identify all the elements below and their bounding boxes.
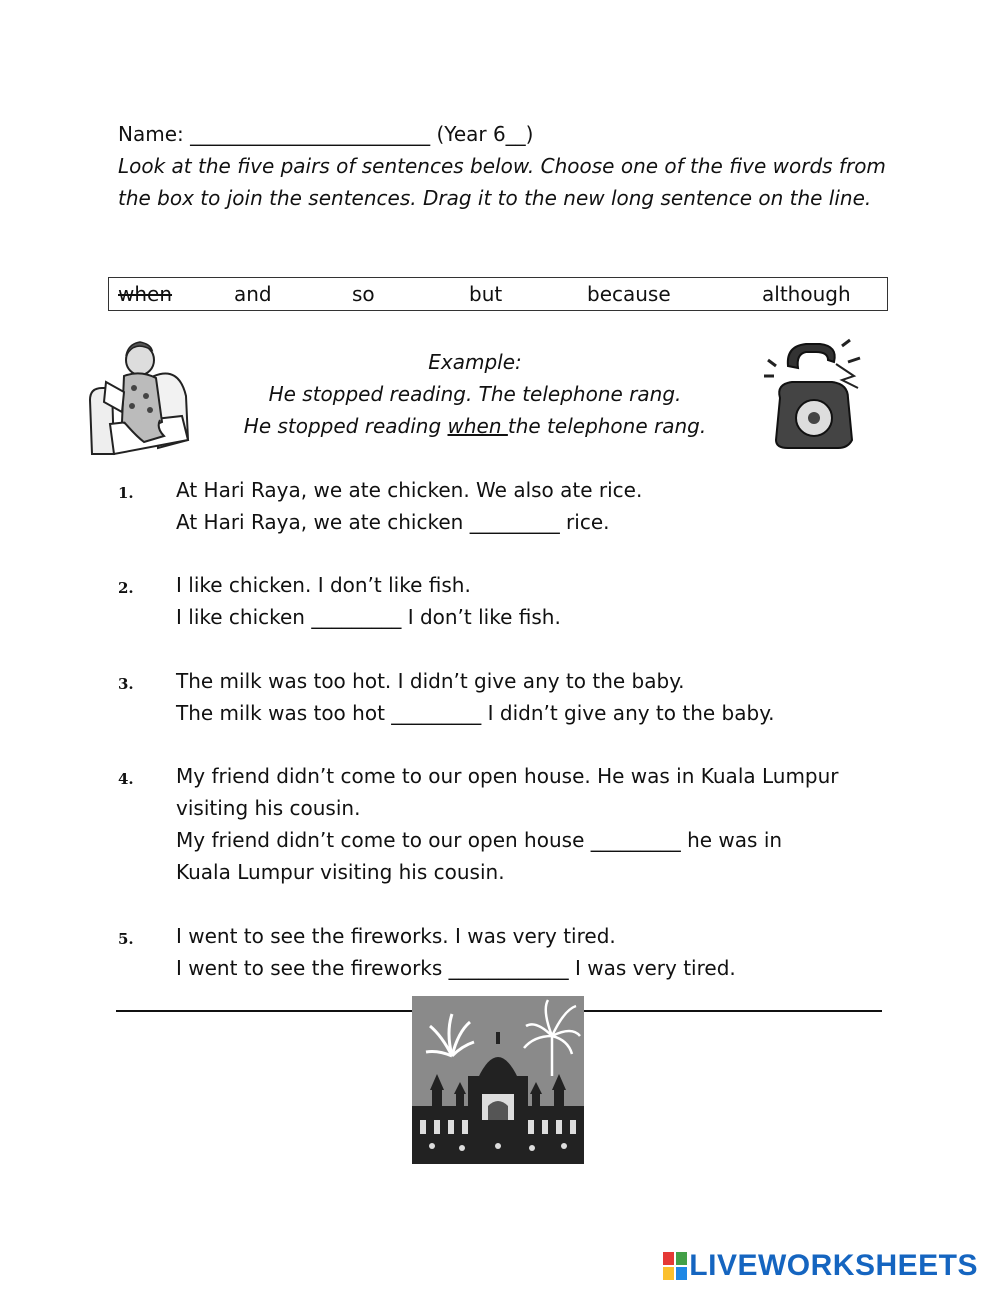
word-so[interactable]: so <box>352 282 375 306</box>
logo-text: LIVEWORKSHEETS <box>689 1249 978 1282</box>
question-2-sentence: I like chicken. I don’t like fish. <box>176 573 471 597</box>
question-3-sentence: The milk was too hot. I didn’t give any to the baby. <box>176 669 685 693</box>
word-because[interactable]: because <box>587 282 671 306</box>
question-4-sentence-line-2: visiting his cousin. <box>176 796 361 820</box>
liveworksheets-logo <box>663 1250 978 1282</box>
question-1-number: 1. <box>118 484 134 502</box>
example-line-2 <box>200 410 750 442</box>
question-4-number: 4. <box>118 770 134 788</box>
question-4-sentence-line-1: My friend didn’t come to our open house. He was in Kuala Lumpur <box>176 764 839 788</box>
question-2-answer-line[interactable]: I like chicken _________ I don’t like fish. <box>176 605 561 629</box>
example-line-2-start: He stopped reading <box>243 414 448 438</box>
example-line-2-end: the telephone rang. <box>507 414 707 438</box>
name-line: Name: ________________________ (Year 6__) <box>118 122 534 146</box>
word-box <box>108 277 888 311</box>
fireworks-palace-illustration <box>412 996 584 1164</box>
question-1-sentence: At Hari Raya, we ate chicken. We also ate rice. <box>176 478 643 502</box>
question-2-number: 2. <box>118 579 134 597</box>
divider-right <box>582 1010 882 1012</box>
question-5-number: 5. <box>118 930 134 948</box>
logo-blocks-icon <box>663 1252 687 1280</box>
question-5-sentence: I went to see the fireworks. I was very tired. <box>176 924 616 948</box>
word-and[interactable]: and <box>234 282 272 306</box>
word-when[interactable]: when <box>118 282 173 306</box>
question-4-answer-line[interactable]: My friend didn’t come to our open house _________ he was in <box>176 828 783 852</box>
instructions: Look at the five pairs of sentences below. Choose one of the five words from the box to join the sentences. Drag it to the new long sentence on the line. <box>118 154 886 210</box>
question-1-answer-line[interactable]: At Hari Raya, we ate chicken _________ rice. <box>176 510 610 534</box>
word-although[interactable]: although <box>762 282 851 306</box>
divider-left <box>116 1010 416 1012</box>
question-5-answer-line[interactable]: I went to see the fireworks ____________ I was very tired. <box>176 956 736 980</box>
example-underlined-word: when <box>447 414 508 438</box>
word-but[interactable]: but <box>469 282 503 306</box>
reading-person-illustration <box>84 336 194 456</box>
question-3-answer-line[interactable]: The milk was too hot _________ I didn’t give any to the baby. <box>176 701 775 725</box>
question-3-number: 3. <box>118 675 134 693</box>
telephone-illustration <box>758 336 868 456</box>
question-4-answer-line-2: Kuala Lumpur visiting his cousin. <box>176 860 505 884</box>
example-line-1: He stopped reading. The telephone rang. <box>268 382 682 406</box>
example-label: Example: <box>428 350 522 374</box>
